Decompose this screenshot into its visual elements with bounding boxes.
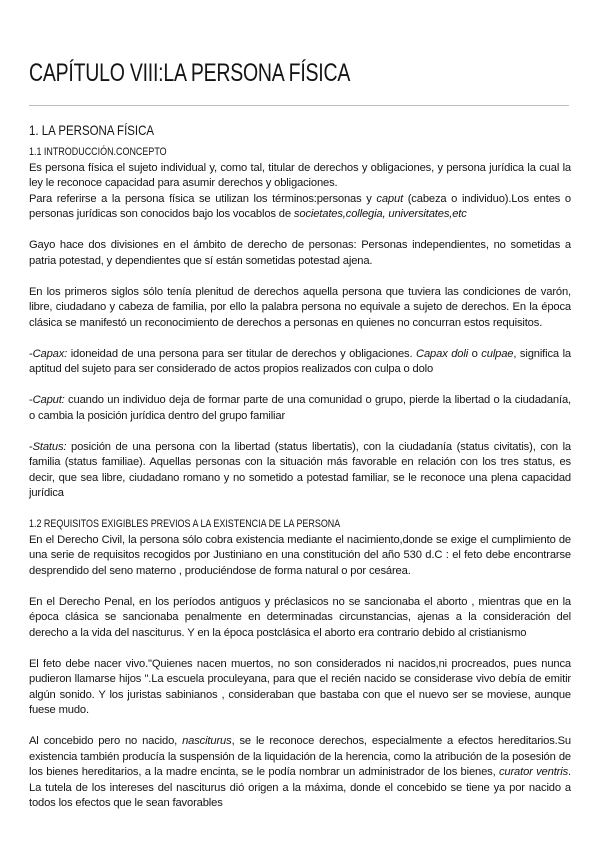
document-body xyxy=(29,121,571,827)
section-heading: 1. LA PERSONA FÍSICA xyxy=(29,122,155,138)
title-divider xyxy=(29,105,569,106)
definition-capax: -Capax: idoneidad de una persona para ser titular de derechos y obligaciones. Capax doli o culpae, significa la aptitud del sujeto para ser considerado de actos propios realizados con culpa o dolo xyxy=(29,347,571,375)
subsection-heading: 1.1 INTRODUCCIÓN.CONCEPTO xyxy=(29,146,167,158)
chapter-title: CAPÍTULO VIII:LA PERSONA FÍSICA xyxy=(29,59,351,87)
paragraph: En el Derecho Civil, la persona sólo cobra existencia mediante el nacimiento,donde se exige el cumplimiento de una serie de requisitos recogidos por Justiniano en una constitución del año 530 d.C : el feto debe encontrarse desprendido del seno materno , produciéndose de forma natural o por cesárea. xyxy=(29,533,571,577)
paragraph: Gayo hace dos divisiones en el ámbito de derecho de personas: Personas independientes, no sometidas a patria potestad, y dependientes que sí están sometidas potestad ajena. xyxy=(29,239,571,267)
definition-caput: -Caput: cuando un individuo deja de formar parte de una comunidad o grupo, pierde la libertad o la ciudadanía, o cambia la posición jurídica dentro del grupo familiar xyxy=(29,394,571,422)
paragraph: En los primeros siglos sólo tenía plenitud de derechos aquella persona que tuviera las condiciones de varón, libre, ciudadano y cabeza de familia, por ello la palabra persona no equivale a sujeto de derechos. En la época clásica se manifestó un reconocimiento de derechos a personas en quienes no concurran estos requisitos. xyxy=(29,285,571,329)
paragraph: Es persona física el sujeto individual y, como tal, titular de derechos y obligaciones, y persona jurídica la cual la ley le reconoce capacidad para asumir derechos y obligaciones. xyxy=(29,161,571,189)
paragraph: En el Derecho Penal, en los períodos antiguos y préclasicos no se sancionaba el aborto , mientras que en la época clásica se sancionaba penalmente en determinadas circunstancias, ajenas a la consideración del derecho a la vida del nasciturus. Y en la época postclásica el aborto era contrario debido al cristianismo xyxy=(29,595,571,639)
paragraph: Al concebido pero no nacido, nasciturus, se le reconoce derechos, especialmente a efectos hereditarios.Su existencia también producía la suspensión de la liquidación de la herencia, como la atribución de la posesión de los bienes hereditarios, a la madre encinta, se le podía nombrar un administrador de los bienes, curator ventris. La tutela de los intereses del nasciturus dió origen a la máxima, donde el concebido se tiene ya por nacido a todos los efectos que le sean favorables xyxy=(29,735,571,809)
paragraph: El feto debe nacer vivo."Quienes nacen muertos, no son considerados ni nacidos,ni procreados, pues nunca pudieron llamarse hijos ".La escuela proculeyana, para que el recién nacido se considerase vivo debía de emitir algún sonido. Y los juristas sabinianos , consideraban que bastaba con que el nuevo ser se moviese, aunque fuese mudo. xyxy=(29,657,571,716)
definition-status: -Status: posición de una persona con la libertad (status libertatis), con la ciudadanía (status civitatis), con la familia (status familiae). Aquellas personas con la situación más favorable en relación con los tres status, es decir, que sea libre, ciudadano romano y no sometido a potestad familiar, se le reconoce una plena capacidad jurídica xyxy=(29,440,571,499)
subsection-heading: 1.2 REQUISITOS EXIGIBLES PREVIOS A LA EXISTENCIA DE LA PERSONA xyxy=(29,518,341,530)
paragraph: Para referirse a la persona física se utilizan los términos:personas y caput (cabeza o individuo).Los entes o personas jurídicas son conocidos bajo los vocablos de societates,collegia, universitates,etc xyxy=(29,192,571,220)
